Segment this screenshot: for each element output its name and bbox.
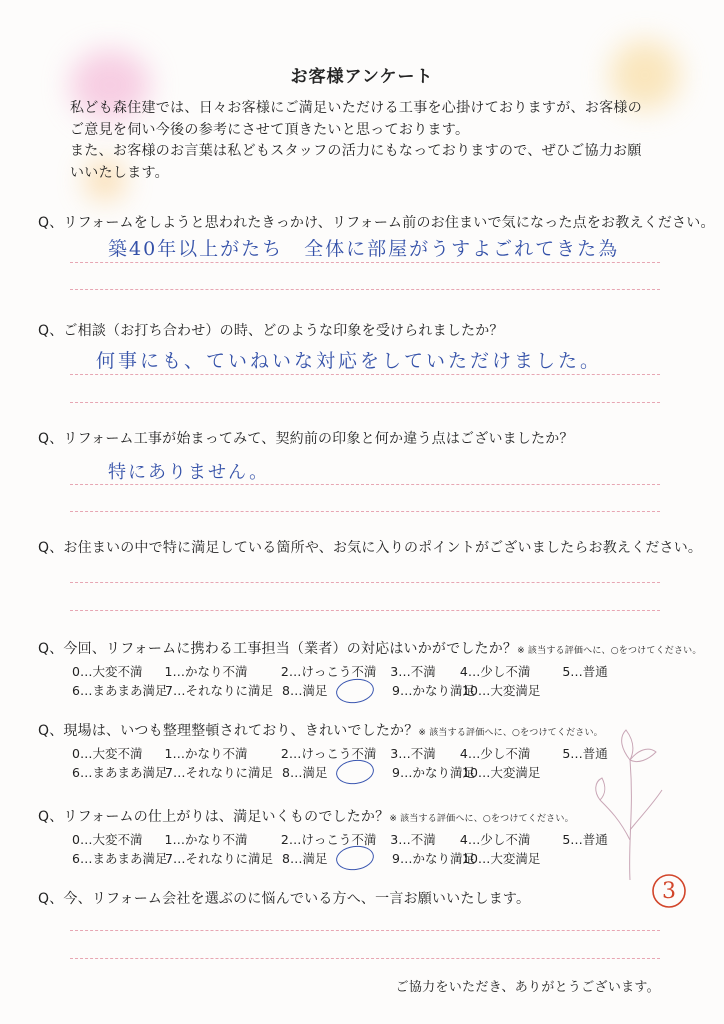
scale-option-10[interactable]: 10…大変満足 (462, 765, 541, 780)
intro-line: いいたします。 (70, 164, 169, 181)
scale-option-5[interactable]: 5…普通 (562, 664, 608, 679)
intro-line: 私ども森住建では、日々お客様にご満足いただける工事を心掛けておりますが、お客様の (70, 100, 642, 116)
scale-option-2[interactable]: 2…けっこう不満 (280, 664, 377, 679)
question-2: Q、ご相談（お打ち合わせ）の時、どのような印象を受けられましたか？ (38, 323, 504, 339)
scale-option-2[interactable]: 2…けっこう不満 (280, 746, 377, 761)
question-5-text: Q、今回、リフォームに携わる工事担当（業者）の対応はいかがでしたか？ (38, 641, 518, 657)
scale-option-7[interactable]: 7…それなりに満足 (165, 851, 273, 866)
scale-option-10[interactable]: 10…大変満足 (462, 683, 541, 698)
scale-option-4[interactable]: 4…少し不満 (459, 746, 531, 761)
question-7-note: ※ 該当する評価へに、○をつけてください。 (389, 814, 574, 824)
page-number-mark (650, 872, 688, 910)
intro-line: また、お客様のお言葉は私どもスタッフの活力にもなっておりますので、ぜひご協力お願 (70, 143, 642, 159)
scale-option-8[interactable]: 8…満足 (282, 683, 328, 698)
scale-option-9[interactable]: 9…かなり満足 (392, 765, 475, 780)
page-title: お客様アンケート (290, 67, 434, 87)
intro-text (70, 98, 670, 184)
question-7-text: Q、リフォームの仕上がりは、満足いくものでしたか？ (38, 809, 390, 825)
answer-line (70, 289, 660, 290)
scale-option-3[interactable]: 3…不満 (390, 664, 436, 679)
scale-option-3[interactable]: 3…不満 (390, 832, 436, 847)
scale-option-3[interactable]: 3…不満 (390, 746, 436, 761)
answer-line (70, 582, 660, 583)
thanks-message: ご協力をいただき、ありがとうございます。 (395, 980, 660, 995)
question-1: Q、リフォームをしようと思われたきっかけ、リフォーム前のお住まいで気になった点をお教えください。 (38, 215, 715, 231)
answer-3: 特にありません。 (108, 462, 270, 483)
scale-option-8[interactable]: 8…満足 (282, 765, 328, 780)
scale-option-0[interactable]: 0…大変不満 (72, 832, 143, 847)
scale-option-2[interactable]: 2…けっこう不満 (280, 832, 377, 847)
scale-option-9[interactable]: 9…かなり満足 (392, 851, 475, 866)
scale-option-4[interactable]: 4…少し不満 (459, 664, 531, 679)
scale-option-5[interactable]: 5…普通 (562, 832, 608, 847)
scale-option-0[interactable]: 0…大変不満 (72, 746, 143, 761)
flower-illustration (590, 720, 670, 890)
page-mark-number: 3 (662, 878, 676, 904)
scale-option-4[interactable]: 4…少し不満 (459, 832, 531, 847)
answer-line (70, 402, 660, 403)
answer-line (70, 262, 660, 263)
question-3: Q、リフォーム工事が始まってみて、契約前の印象と何か違う点はございましたか？ (38, 431, 574, 447)
scale-option-1[interactable]: 1…かなり不満 (164, 664, 248, 679)
question-5-note: ※ 該当する評価へに、○をつけてください。 (517, 646, 702, 656)
question-7 (38, 806, 574, 826)
answer-2: 何事にも、ていねいな対応をしていただけました。 (96, 350, 603, 372)
answer-line (70, 958, 660, 959)
scale-option-8[interactable]: 8…満足 (282, 851, 328, 866)
answer-line (70, 511, 660, 512)
scale-option-6[interactable]: 6…まあまあ満足 (72, 683, 168, 698)
scale-option-0[interactable]: 0…大変不満 (72, 664, 143, 679)
answer-line (70, 610, 660, 611)
scale-option-9[interactable]: 9…かなり満足 (392, 683, 475, 698)
question-6 (38, 720, 603, 740)
scale-option-7[interactable]: 7…それなりに満足 (165, 765, 273, 780)
intro-line: ご意見を伺い今後の参考にさせて頂きたいと思っております。 (70, 121, 470, 138)
question-4: Q、お住まいの中で特に満足している箇所や、お気に入りのポイントがございましたらお教えください。 (38, 540, 703, 556)
answer-1: 築40年以上がたち 全体に部屋がうすよごれてきた為 (108, 238, 620, 260)
question-8: Q、今、リフォーム会社を選ぶのに悩んでいる方へ、一言お願いいたします。 (38, 891, 531, 907)
scale-option-10[interactable]: 10…大変満足 (462, 851, 541, 866)
scale-option-6[interactable]: 6…まあまあ満足 (72, 851, 168, 866)
scale-option-1[interactable]: 1…かなり不満 (164, 832, 248, 847)
scale-option-5[interactable]: 5…普通 (562, 746, 608, 761)
answer-line (70, 930, 660, 931)
question-6-text: Q、現場は、いつも整理整頓されており、きれいでしたか？ (38, 723, 419, 739)
scale-option-6[interactable]: 6…まあまあ満足 (72, 765, 168, 780)
answer-line (70, 484, 660, 485)
scale-option-1[interactable]: 1…かなり不満 (164, 746, 248, 761)
question-5 (38, 638, 702, 658)
answer-line (70, 374, 660, 375)
scale-option-7[interactable]: 7…それなりに満足 (165, 683, 273, 698)
question-6-note: ※ 該当する評価へに、○をつけてください。 (418, 728, 603, 738)
